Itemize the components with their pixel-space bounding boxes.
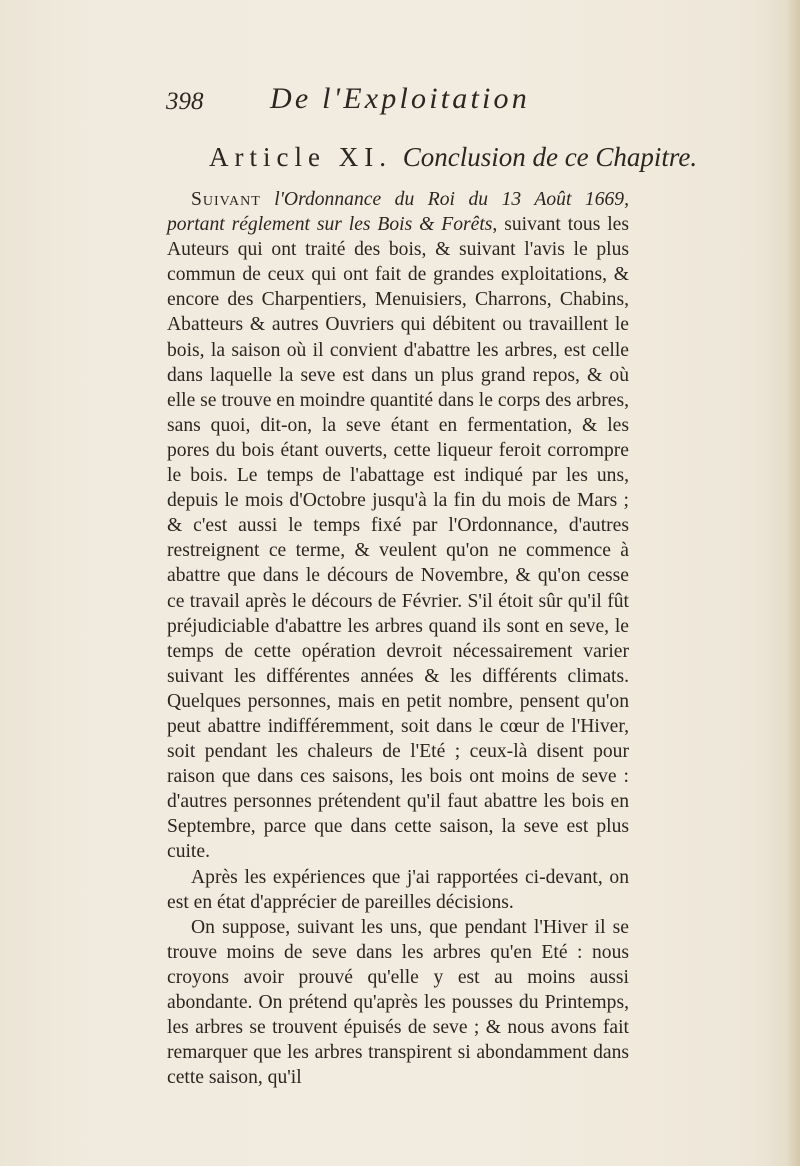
paragraph-2: Après les expériences que j'ai rapportées ci-devant, on est en état d'apprécier de pareilles décisions. — [167, 866, 629, 913]
paragraph-1 — [167, 187, 629, 865]
paragraph-3: On suppose, suivant les uns, que pendant l'Hiver il se trouve moins de seve dans les arbres qu'en Eté : nous croyons avoir prouvé qu'elle y est au moins aussi abondante. On prétend qu'après les pousses du Printemps, les arbres se trouvent épuisés de seve ; & nous avons fait remarquer que les arbres transpirent si abondamment dans cette saison, qu'il — [167, 916, 629, 1089]
article-label: Article XI. — [209, 142, 392, 172]
paragraph-1-text: , suivant tous les Auteurs qui ont traité des bois, & suivant l'avis le plus commun de ceux qui ont fait de grandes exploitations, & encore des Charpentiers, Menuisiers, Charrons, Chabins, Abatteurs & autres Ouvriers qui débitent ou travaillent le bois, la saison où il convient d'abattre les arbres, est celle dans laquelle la seve est dans un plus grand repos, & où elle se trouve en moindre quantité dans le corps des arbres, sans quoi, dit-on, la seve étant en fermentation, & les pores du bois étant ouverts, cette liqueur feroit corrompre le bois. Le temps de l'abattage est indiqué par les uns, depuis le mois d'Octobre jusqu'à la fin du mois de Mars ; & c'est aussi le temps fixé par l'Ordonnance, d'autres restreignent ce terme, & veulent qu'on ne commence à abattre que dans le décours de Novembre, & qu'on cesse ce travail après le décours de Février. S'il étoit sûr qu'il fût préjudiciable d'abattre les arbres quand ils sont en seve, le temps de cette opération devroit nécessairement varier suivant les différentes années & les différents climats. Quelques personnes, mais en petit nombre, pensent qu'on peut abattre indifféremment, soit dans le cœur de l'Hiver, soit pendant les chaleurs de l'Eté ; ceux-là disent pour raison que dans ces saisons, les bois ont moins de seve : d'autres personnes prétendent qu'il faut abattre les bois en Septembre, parce que dans cette saison, la seve est plus cuite. — [167, 214, 630, 863]
body-text — [167, 187, 629, 1090]
article-title: Conclusion de ce Chapitre. — [402, 142, 698, 172]
page-number: 398 — [166, 88, 204, 115]
page-edge-shadow — [786, 0, 800, 1166]
running-head-title: De l'Exploitation — [270, 82, 530, 115]
running-head — [166, 78, 636, 118]
ordonnance-reference: l'Ordonnance du Roi du 13 Août 1669, portant réglement sur les Bois & Forêts — [167, 189, 629, 236]
article-heading — [209, 142, 697, 173]
paragraph-first-word: Suivant — [191, 189, 261, 210]
